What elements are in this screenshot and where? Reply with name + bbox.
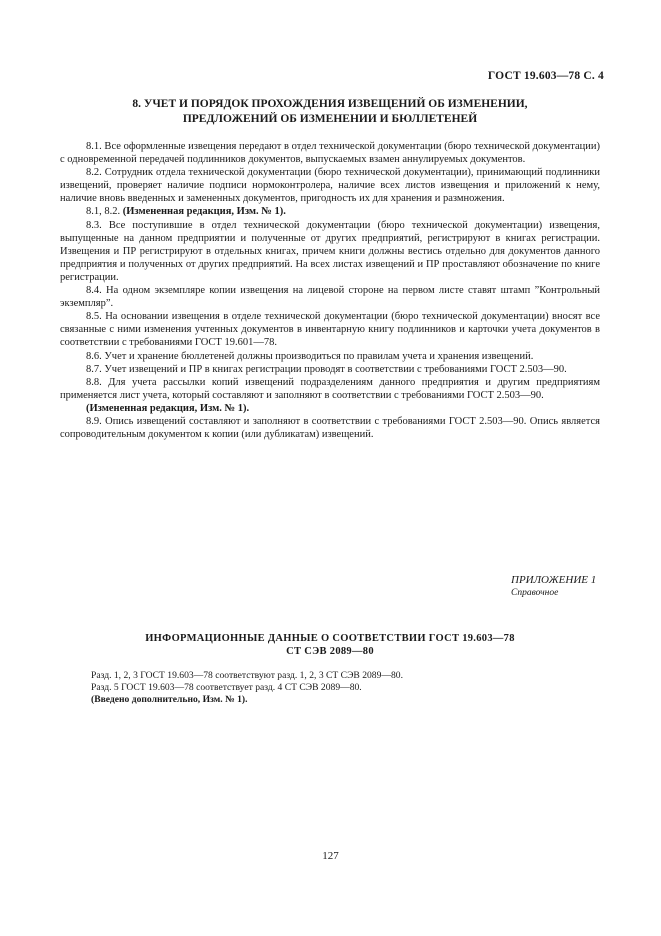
info-line-2: Разд. 5 ГОСТ 19.603—78 соответствует разд. 4 СТ СЭВ 2089—80.	[91, 682, 362, 694]
paragraph-8-3: 8.3. Все поступившие в отдел технической документации (бюро технической документации) извещения, выпущенные на данном предприятии и полученные от других предприятий, регистрируют в книгах регистрации. Извещения и ПР регистрируют в отдельных книгах, причем книги должны вестись отдельно для документов данного предприятия и полученных от других предприятий. На всех листах извещений и ПР проставляют обозначение по книге регистрации.	[60, 219, 600, 283]
section-body	[60, 140, 600, 441]
section-title	[60, 97, 600, 127]
page-number: 127	[322, 850, 339, 862]
amendment-text: (Измененная редакция, Изм. № 1).	[86, 402, 250, 414]
amendment-text: (Измененная редакция, Изм. № 1).	[122, 206, 286, 218]
info-line-1: Разд. 1, 2, 3 ГОСТ 19.603—78 соответствуют разд. 1, 2, 3 СТ СЭВ 2089—80.	[91, 670, 403, 681]
appendix-subtitle: Справочное	[511, 588, 559, 598]
info-body	[91, 670, 591, 707]
amendment-note-8-1-8-2	[60, 205, 600, 218]
paragraph-8-4: 8.4. На одном экземпляре копии извещения на лицевой стороне на первом листе ставят штамп ”Контрольный экземпляр”.	[60, 285, 600, 310]
section-title-line-1: 8. УЧЕТ И ПОРЯДОК ПРОХОЖДЕНИЯ ИЗВЕЩЕНИЙ ОБ ИЗМЕНЕНИИ,	[132, 98, 528, 110]
appendix-label	[511, 574, 601, 600]
paragraph-8-9: 8.9. Опись извещений составляют и заполняют в соответствии с требованиями ГОСТ 2.503—90. Опись является сопроводительным документом к копии (или дубликатам) извещений.	[60, 415, 600, 441]
paragraph-8-6: 8.6. Учет и хранение бюллетеней должны производиться по правилам учета и хранения извещений.	[86, 350, 534, 362]
info-note	[91, 694, 591, 706]
amendment-note-8-8	[60, 402, 600, 415]
info-title-line-1: ИНФОРМАЦИОННЫЕ ДАННЫЕ О СООТВЕТСТВИИ ГОСТ 19.603—78	[145, 633, 515, 644]
paragraph-8-7: 8.7. Учет извещений и ПР в книгах регистрации проводят в соответствии с требованиями ГОСТ 2.503—90.	[86, 363, 567, 375]
amendment-ref: 8.1, 8.2.	[86, 206, 123, 218]
paragraph-8-1: 8.1. Все оформленные извещения передают в отдел технической документации (бюро технической документации) с одновременной передачей подлинников документов, выпускаемых взамен аннулируемых документов.	[60, 141, 600, 166]
paragraph-8-5: 8.5. На основании извещения в отделе технической документации (бюро технической документации) вносят все связанные с ними изменения учтенных документов в инвентарную книгу подлинников и карточки учета документов в соответствии с требованиями ГОСТ 19.601—78.	[60, 311, 600, 349]
info-note-text: (Введено дополнительно, Изм. № 1).	[91, 694, 248, 706]
section-title-line-2: ПРЕДЛОЖЕНИЙ ОБ ИЗМЕНЕНИИ И БЮЛЛЕТЕНЕЙ	[182, 113, 478, 125]
appendix-title: ПРИЛОЖЕНИЕ 1	[511, 574, 597, 586]
page-header: ГОСТ 19.603—78 С. 4	[487, 70, 604, 82]
paragraph-8-8: 8.8. Для учета рассылки копий извещений подразделениям данного предприятия и другим предприятиям применяется лист учета, который составляют и заполняют в соответствии с требованиями ГОСТ 2.503—90.	[60, 376, 600, 401]
info-title-line-2: СТ СЭВ 2089—80	[286, 646, 374, 657]
paragraph-8-2: 8.2. Сотрудник отдела технической документации (бюро технической документации), принимающий подлинники извещений, проверяет наличие подписи нормоконтролера, наличие всех листов извещения и приложений к нему, наличие вновь введенных и замененных документов, пригодность их для хранения и размножения.	[60, 167, 600, 205]
info-title	[60, 632, 600, 658]
